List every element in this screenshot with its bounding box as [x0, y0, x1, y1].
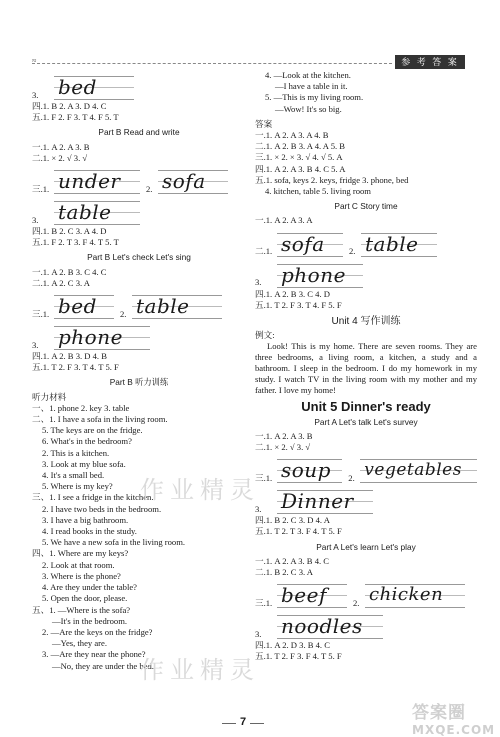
handwriting-box: bed: [54, 73, 134, 101]
answer-line: 四.1. B 2. A 3. D 4. C: [32, 101, 107, 111]
answer-line: 二.1. A 2. C 3. A: [32, 277, 91, 288]
handwriting-box: table: [361, 230, 437, 258]
handwriting-box: Dinner: [277, 487, 373, 515]
handwriting-box: under: [54, 167, 140, 195]
corner-mark: ≈: [32, 56, 37, 65]
header-divider: [32, 63, 392, 64]
page-number: 7: [240, 716, 247, 728]
listening-label: 听力材料: [32, 391, 67, 402]
section-heading: Part C Story time: [334, 201, 398, 212]
handwriting-box: soup: [277, 456, 342, 484]
watermark-text: 作业精灵: [140, 476, 260, 504]
answer-line: 一.1. A 2. B 3. C 4. C: [32, 266, 107, 277]
handwriting-box: phone: [54, 323, 150, 351]
handwriting-box: table: [54, 198, 140, 226]
left-column: 3. bed 四.1. B 2. A 3. D 4. C 五.1. F 2. F 3. T 4. F 5. T Part B Read and write 一.1. A 2. A 3. B 二.1. × 2. √ 3. √ 三.1. under 2. sofa 3. table 四.1. B 2. C 3. A 4. D 五.1. F 2. T 3. F 4. T 5. T Part B Let's check Let's sing 一.1. A 2. B 3. C 4. C 二.1. A 2. C 3. A 三.1. bed 2. table 3. phone 四.1. A 2. B 3. D 4. B 五.1. T 2. F 3. T 4. T 5. F Part B 听力训练 听力材料 一、1. phone 2. key 3. table 二、1. I have a sofa in the living room. 5. The keys are on the fridge. 6. What's in the bedroom? 2. This is a kitchen. 3. Look at my blue sofa. 4. It's a small bed. 5. Where is my key? 三、1. I see a fridge in the kitchen. 2. I have two beds in the bedroom. 3. I have a big bathroom. 4. I read books in the study. 5. We have a new sofa in the living room. 四、1. Where are my keys? 2. Look at that room. 3. Where is the phone? 4. Are they under the table? 5. Open the door, please. 五、1. —Where is the sofa? —It's in the bedroom. 2. —Are the keys on the fridge? —Yes, they are. 3. —Are they near the phone? —No, they are under the bed.: [32, 70, 246, 672]
answers-badge: 参 考 答 案: [395, 55, 465, 69]
handwriting-row: 3. table: [32, 195, 246, 226]
watermark-logo: 答案圈 MXQE.COM: [412, 703, 496, 737]
handwriting-row: 三.1. soup 2. vegetables: [255, 453, 477, 484]
handwriting-box: sofa: [277, 230, 343, 258]
answer-line: 五.1. F 2. T 3. F 4. T 5. T: [32, 237, 119, 248]
section-heading: Part B Let's check Let's sing: [87, 252, 191, 263]
handwriting-row: 三.1. under 2. sofa: [32, 164, 246, 195]
answer-line: 二.1. × 2. √ 3. √: [32, 152, 88, 163]
handwriting-box: vegetables: [360, 456, 477, 484]
answers-label: 答案: [255, 118, 273, 129]
handwriting-box: chicken: [365, 581, 465, 609]
handwriting-box: bed: [54, 292, 114, 320]
section-heading: Part A Let's talk Let's survey: [314, 416, 418, 427]
answer-line: 五.1. F 2. F 3. T 4. F 5. T: [32, 112, 119, 123]
handwriting-row: 三.1. beef 2. chicken: [255, 578, 477, 609]
section-heading: Part A Let's learn Let's play: [316, 541, 416, 552]
handwriting-box: beef: [277, 581, 347, 609]
handwriting-box: phone: [277, 261, 363, 289]
section-heading: Part B 听力训练: [109, 377, 169, 388]
handwriting-row: 三.1. bed 2. table: [32, 289, 246, 320]
watermark-text: 作业精灵: [140, 656, 260, 684]
unit-heading: Unit 5 Dinner's ready: [301, 399, 431, 415]
handwriting-row: 3. phone: [32, 320, 246, 351]
handwriting-box: noodles: [277, 612, 383, 640]
answer-line: 四.1. B 2. C 3. A 4. D: [32, 226, 107, 237]
handwriting-row: 3. bed: [32, 70, 246, 101]
answer-line: 一.1. A 2. A 3. B: [32, 141, 90, 152]
handwriting-row: 3. Dinner: [255, 484, 477, 515]
answer-line: 五.1. T 2. F 3. T 4. T 5. F: [32, 362, 119, 373]
right-column: 4. —Look at the kitchen. —I have a table in it. 5. —This is my living room. —Wow! It's so big. 答案 一.1. A 2. A 3. A 4. B 二.1. A 2. B 3. A 4. A 5. B 三.1. × 2. × 3. √ 4. √ 5. A 四.1. A 2. A 3. B 4. C 5. A 五.1. sofa, keys 2. keys, fridge 3. phone, bed 4. kitchen, table 5. living room Part C Story time 一.1. A 2. A 3. A 二.1. sofa 2. table 3. phone 四.1. A 2. B 3. C 4. D 五.1. T 2. F 3. T 4. F 5. F Unit 4 写作训练 例文: Look! This is my home. There are seven rooms. They are three bedrooms, a living room, a kitchen, a study and a bathroom. I sleep in the bedroom. I do my homework in my study. I watch TV in the living room with my mother and my father. I love my home! Unit 5 Dinner's ready Part A Let's talk Let's survey 一.1. A 2. A 3. B 二.1. × 2. √ 3. √ 三.1. soup 2. vegetables 3. Dinner 四.1. B 2. C 3. D 4. A 五.1. T 2. T 3. F 4. T 5. F Part A Let's learn Let's play 一.1. A 2. A 3. B 4. C 二.1. B 2. C 3. A 三.1. beef 2. chicken 3. noodles 四.1. A 2. D 3. B 4. C 五.1. T 2. F 3. F 4. T 5. F: [255, 70, 477, 662]
handwriting-row: 3. noodles: [255, 609, 477, 640]
handwriting-row: 二.1. sofa 2. table: [255, 227, 477, 258]
unit-heading: Unit 4 写作训练: [331, 316, 401, 328]
handwriting-box: sofa: [158, 167, 228, 195]
answer-line: 四.1. A 2. B 3. D 4. B: [32, 351, 107, 362]
sample-essay: Look! This is my home. There are seven rooms. They are three bedrooms, a living room, a kitchen, a study and a bathroom. I sleep in the bedroom. I do my homework in my study. I watch TV in the living room with my mother and my father. I love my home!: [255, 341, 477, 396]
handwriting-box: table: [132, 292, 222, 320]
handwriting-row: 3. phone: [255, 258, 477, 289]
section-heading: Part B Read and write: [98, 127, 180, 138]
